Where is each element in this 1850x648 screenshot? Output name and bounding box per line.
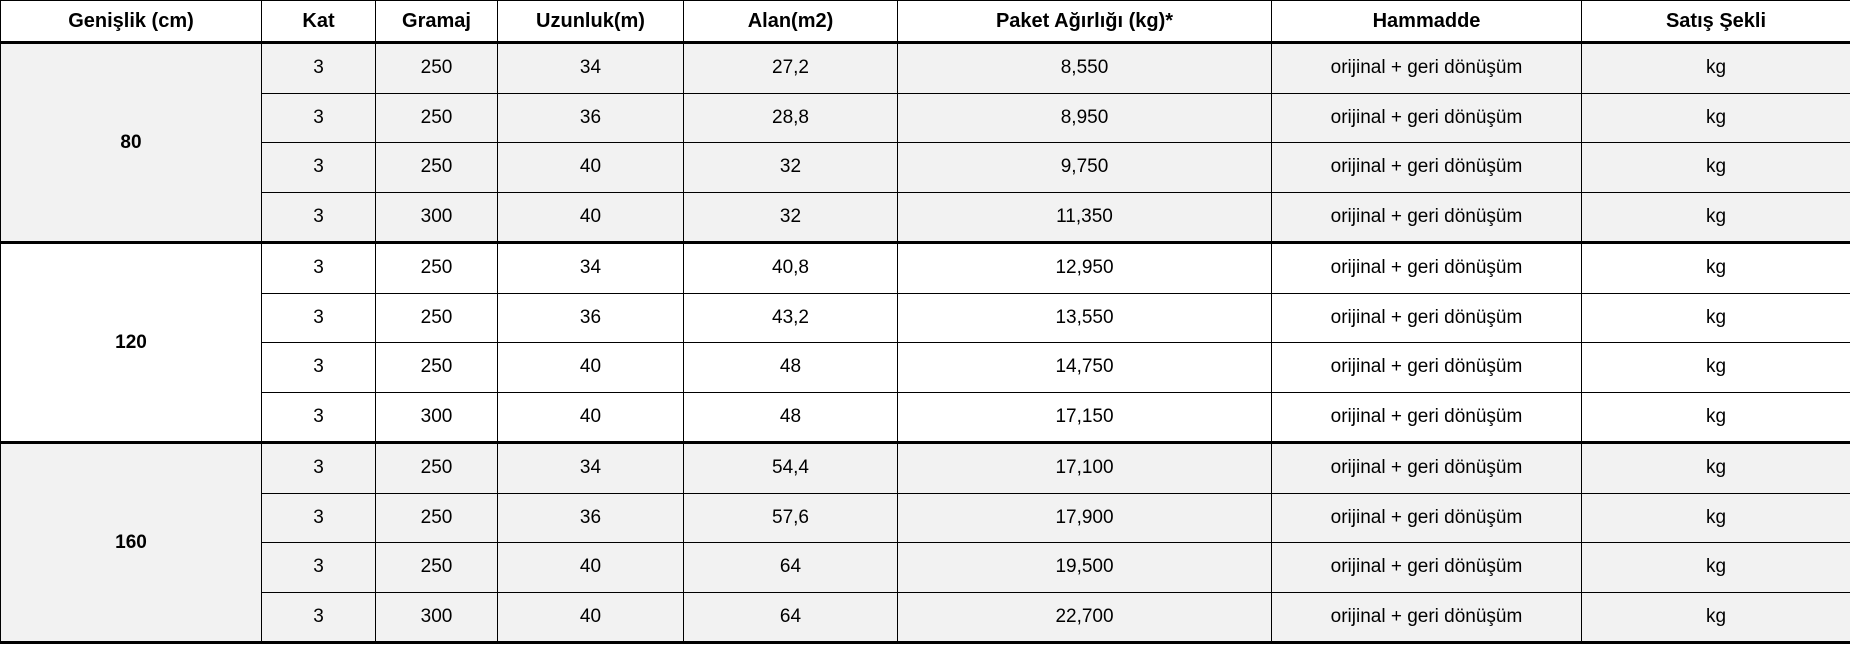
header-satis-sekli: Satış Şekli xyxy=(1582,1,1850,43)
width-cell: 160 xyxy=(1,443,262,643)
kat-cell: 3 xyxy=(262,543,376,593)
agirlik-cell: 12,950 xyxy=(898,243,1272,294)
table-row xyxy=(1,192,1850,243)
uzunluk-cell: 34 xyxy=(498,243,684,294)
kat-cell: 3 xyxy=(262,93,376,143)
gramaj-cell: 250 xyxy=(376,293,498,343)
header-paket-agirligi: Paket Ağırlığı (kg)* xyxy=(898,1,1272,43)
agirlik-cell: 9,750 xyxy=(898,143,1272,193)
kat-cell: 3 xyxy=(262,293,376,343)
alan-cell: 48 xyxy=(684,392,898,443)
width-cell: 80 xyxy=(1,43,262,243)
header-alan: Alan(m2) xyxy=(684,1,898,43)
agirlik-cell: 8,950 xyxy=(898,93,1272,143)
table-row xyxy=(1,43,1850,94)
hammadde-cell: orijinal + geri dönüşüm xyxy=(1272,493,1582,543)
width-cell: 120 xyxy=(1,243,262,443)
hammadde-cell: orijinal + geri dönüşüm xyxy=(1272,243,1582,294)
alan-cell: 48 xyxy=(684,343,898,393)
kat-cell: 3 xyxy=(262,192,376,243)
table-row xyxy=(1,493,1850,543)
table-row xyxy=(1,243,1850,294)
kat-cell: 3 xyxy=(262,43,376,94)
satis-cell: kg xyxy=(1582,43,1850,94)
hammadde-cell: orijinal + geri dönüşüm xyxy=(1272,543,1582,593)
uzunluk-cell: 40 xyxy=(498,392,684,443)
hammadde-cell: orijinal + geri dönüşüm xyxy=(1272,192,1582,243)
kat-cell: 3 xyxy=(262,243,376,294)
alan-cell: 32 xyxy=(684,143,898,193)
agirlik-cell: 17,100 xyxy=(898,443,1272,494)
agirlik-cell: 14,750 xyxy=(898,343,1272,393)
table-row xyxy=(1,443,1850,494)
agirlik-cell: 17,150 xyxy=(898,392,1272,443)
alan-cell: 32 xyxy=(684,192,898,243)
alan-cell: 64 xyxy=(684,592,898,643)
uzunluk-cell: 40 xyxy=(498,343,684,393)
gramaj-cell: 250 xyxy=(376,43,498,94)
satis-cell: kg xyxy=(1582,392,1850,443)
uzunluk-cell: 40 xyxy=(498,543,684,593)
alan-cell: 27,2 xyxy=(684,43,898,94)
gramaj-cell: 300 xyxy=(376,592,498,643)
satis-cell: kg xyxy=(1582,443,1850,494)
gramaj-cell: 250 xyxy=(376,93,498,143)
kat-cell: 3 xyxy=(262,392,376,443)
table-row xyxy=(1,543,1850,593)
table-row xyxy=(1,143,1850,193)
alan-cell: 54,4 xyxy=(684,443,898,494)
header-row xyxy=(1,1,1850,43)
hammadde-cell: orijinal + geri dönüşüm xyxy=(1272,392,1582,443)
header-uzunluk: Uzunluk(m) xyxy=(498,1,684,43)
gramaj-cell: 250 xyxy=(376,493,498,543)
kat-cell: 3 xyxy=(262,143,376,193)
hammadde-cell: orijinal + geri dönüşüm xyxy=(1272,143,1582,193)
satis-cell: kg xyxy=(1582,93,1850,143)
agirlik-cell: 22,700 xyxy=(898,592,1272,643)
table-row xyxy=(1,93,1850,143)
table-header xyxy=(1,1,1850,43)
satis-cell: kg xyxy=(1582,592,1850,643)
gramaj-cell: 250 xyxy=(376,343,498,393)
table-row xyxy=(1,343,1850,393)
kat-cell: 3 xyxy=(262,343,376,393)
hammadde-cell: orijinal + geri dönüşüm xyxy=(1272,293,1582,343)
agirlik-cell: 13,550 xyxy=(898,293,1272,343)
satis-cell: kg xyxy=(1582,293,1850,343)
hammadde-cell: orijinal + geri dönüşüm xyxy=(1272,592,1582,643)
header-gramaj: Gramaj xyxy=(376,1,498,43)
hammadde-cell: orijinal + geri dönüşüm xyxy=(1272,443,1582,494)
agirlik-cell: 11,350 xyxy=(898,192,1272,243)
width-group-120 xyxy=(1,243,1850,443)
alan-cell: 43,2 xyxy=(684,293,898,343)
uzunluk-cell: 36 xyxy=(498,493,684,543)
width-group-80 xyxy=(1,43,1850,243)
hammadde-cell: orijinal + geri dönüşüm xyxy=(1272,43,1582,94)
uzunluk-cell: 40 xyxy=(498,192,684,243)
uzunluk-cell: 34 xyxy=(498,443,684,494)
kat-cell: 3 xyxy=(262,493,376,543)
agirlik-cell: 8,550 xyxy=(898,43,1272,94)
gramaj-cell: 250 xyxy=(376,243,498,294)
header-kat: Kat xyxy=(262,1,376,43)
alan-cell: 64 xyxy=(684,543,898,593)
satis-cell: kg xyxy=(1582,143,1850,193)
satis-cell: kg xyxy=(1582,543,1850,593)
header-width: Genişlik (cm) xyxy=(1,1,262,43)
agirlik-cell: 17,900 xyxy=(898,493,1272,543)
alan-cell: 57,6 xyxy=(684,493,898,543)
satis-cell: kg xyxy=(1582,243,1850,294)
uzunluk-cell: 40 xyxy=(498,143,684,193)
table-row xyxy=(1,392,1850,443)
table-row xyxy=(1,592,1850,643)
gramaj-cell: 250 xyxy=(376,143,498,193)
satis-cell: kg xyxy=(1582,343,1850,393)
satis-cell: kg xyxy=(1582,192,1850,243)
hammadde-cell: orijinal + geri dönüşüm xyxy=(1272,93,1582,143)
width-group-160 xyxy=(1,443,1850,643)
alan-cell: 40,8 xyxy=(684,243,898,294)
uzunluk-cell: 36 xyxy=(498,293,684,343)
gramaj-cell: 250 xyxy=(376,443,498,494)
hammadde-cell: orijinal + geri dönüşüm xyxy=(1272,343,1582,393)
uzunluk-cell: 40 xyxy=(498,592,684,643)
kat-cell: 3 xyxy=(262,592,376,643)
agirlik-cell: 19,500 xyxy=(898,543,1272,593)
gramaj-cell: 250 xyxy=(376,543,498,593)
gramaj-cell: 300 xyxy=(376,392,498,443)
alan-cell: 28,8 xyxy=(684,93,898,143)
gramaj-cell: 300 xyxy=(376,192,498,243)
table-row xyxy=(1,293,1850,343)
header-hammadde: Hammadde xyxy=(1272,1,1582,43)
uzunluk-cell: 36 xyxy=(498,93,684,143)
satis-cell: kg xyxy=(1582,493,1850,543)
uzunluk-cell: 34 xyxy=(498,43,684,94)
kat-cell: 3 xyxy=(262,443,376,494)
